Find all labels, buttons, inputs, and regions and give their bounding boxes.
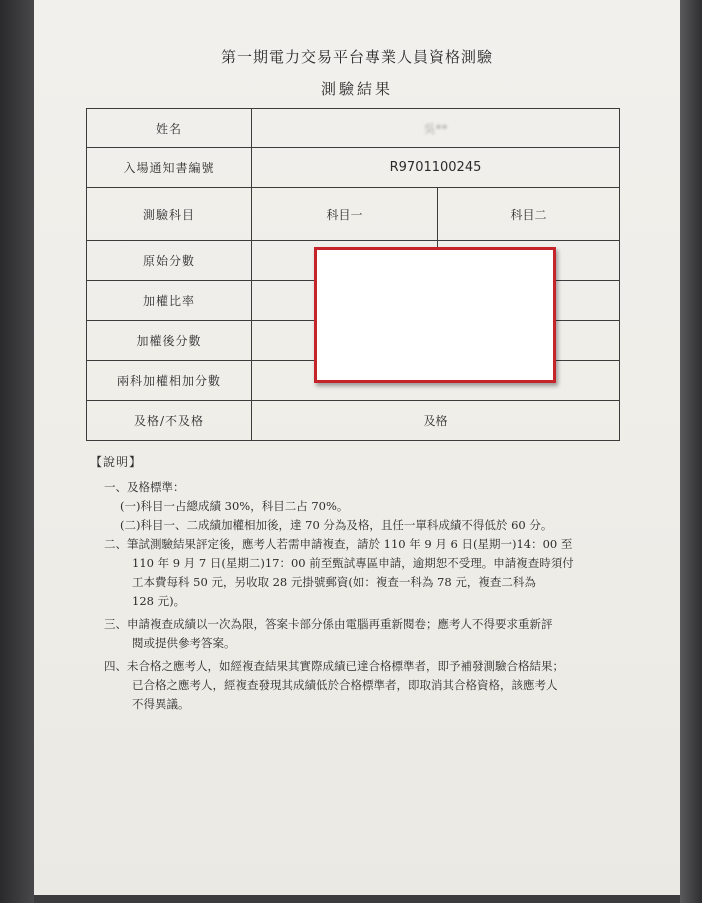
note-line: 110 年 9 月 7 日(星期二)17：00 前至甄試專區申請，逾期恕不受理。申請複查時須付 [132, 556, 574, 570]
weighted-score-label: 加權後分數 [87, 321, 252, 361]
note-line: 128 元)。 [132, 594, 186, 608]
note-line: (二)科目一、二成績加權相加後，達 70 分為及格，且任一單科成績不得低於 60 分。 [120, 518, 553, 532]
note-line: 已合格之應考人，經複查發現其成績低於合格標準者，即取消其合格資格，該應考人 [132, 678, 558, 692]
table-row-admission [87, 148, 620, 188]
monitor-bezel-right [680, 0, 702, 903]
notes-section [90, 456, 618, 718]
table-row-pass [87, 401, 620, 441]
name-label: 姓名 [87, 109, 252, 148]
table-row-name [87, 109, 620, 148]
subject-label: 測驗科目 [87, 188, 252, 241]
pass-value: 及格 [252, 401, 620, 441]
name-value-text: 吳** [423, 121, 448, 136]
pass-label: 及格/不及格 [87, 401, 252, 441]
note-line: 不得異議。 [132, 697, 190, 711]
name-value [252, 109, 620, 148]
note-line: 一、及格標準： [104, 480, 185, 494]
document-subtitle: 測驗結果 [320, 80, 393, 98]
table-row-subjects [87, 188, 620, 241]
document-title: 第一期電力交易平台專業人員資格測驗 [220, 48, 493, 66]
admission-label: 入場通知書編號 [87, 148, 252, 188]
note-line: 二、筆試測驗結果評定後，應考人若需申請複查，請於 110 年 9 月 6 日(星期一)14：00 至 [104, 537, 573, 551]
note-line: 四、未合格之應考人，如經複查結果其實際成績已達合格標準者，即予補發測驗合格結果； [104, 659, 564, 673]
note-line: 閱或提供參考答案。 [132, 636, 236, 650]
notes-header: 【說明】 [90, 455, 143, 469]
admission-number: R9701100245 [252, 148, 620, 188]
raw-score-label: 原始分數 [87, 241, 252, 281]
monitor-bezel-left [0, 0, 34, 903]
note-line: 三、申請複查成績以一次為限，答案卡部分係由電腦再重新閱卷；應考人不得要求重新評 [104, 617, 553, 631]
document-page [34, 0, 680, 895]
subject-2-header: 科目二 [438, 188, 620, 241]
subject-1-header: 科目一 [252, 188, 438, 241]
weight-label: 加權比率 [87, 281, 252, 321]
note-line: (一)科目一占總成績 30%，科目二占 70%。 [120, 499, 349, 513]
note-line: 工本費每科 50 元，另收取 28 元掛號郵資(如：複查一科為 78 元，複查二科為 [132, 575, 536, 589]
total-score-label: 兩科加權相加分數 [87, 361, 252, 401]
redaction-box [314, 247, 556, 383]
